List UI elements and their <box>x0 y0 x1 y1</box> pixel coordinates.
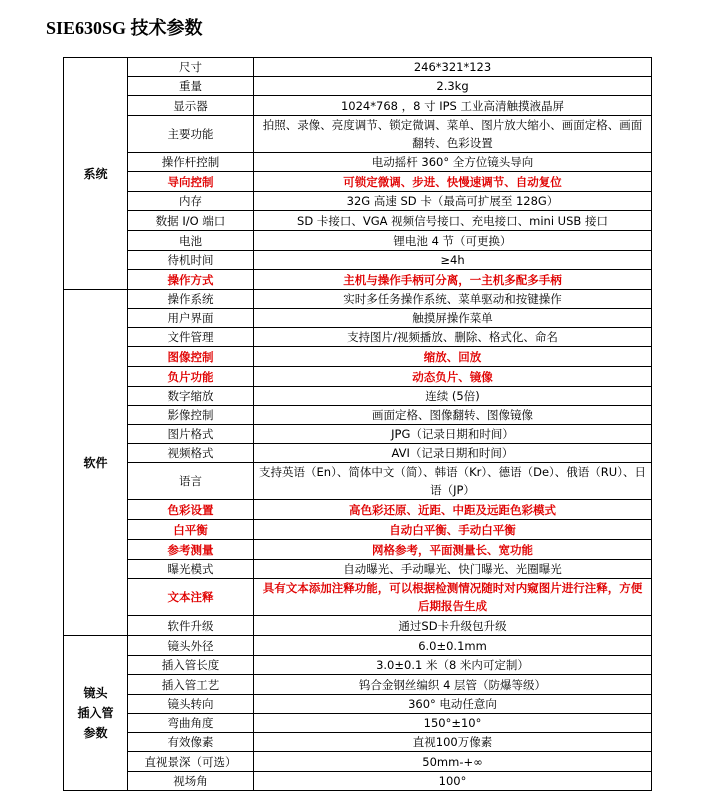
spec-label: 镜头外径 <box>128 636 254 656</box>
spec-label: 操作方式 <box>128 270 254 290</box>
spec-label: 文件管理 <box>128 328 254 347</box>
spec-row <box>64 752 652 772</box>
spec-label: 数据 I/O 端口 <box>128 211 254 231</box>
spec-row <box>64 96 652 116</box>
spec-label: 视场角 <box>128 772 254 791</box>
spec-label: 直视景深（可选） <box>128 752 254 772</box>
spec-row <box>64 231 652 251</box>
spec-row <box>64 116 652 153</box>
spec-label: 视频格式 <box>128 444 254 463</box>
spec-label: 图片格式 <box>128 425 254 444</box>
spec-label: 数字缩放 <box>128 387 254 406</box>
spec-table <box>63 57 652 791</box>
spec-row <box>64 153 652 172</box>
spec-value: AVI（记录日期和时间） <box>254 444 652 463</box>
spec-row <box>64 636 652 656</box>
spec-row <box>64 270 652 290</box>
spec-label: 操作杆控制 <box>128 153 254 172</box>
spec-value: 100° <box>254 772 652 791</box>
spec-value: 直视100万像素 <box>254 733 652 752</box>
spec-row <box>64 251 652 270</box>
spec-label: 白平衡 <box>128 520 254 540</box>
spec-row <box>64 540 652 560</box>
spec-label: 电池 <box>128 231 254 251</box>
spec-label: 负片功能 <box>128 367 254 387</box>
spec-row <box>64 347 652 367</box>
spec-label: 图像控制 <box>128 347 254 367</box>
section-category-system: 系统 <box>64 58 128 290</box>
spec-label: 待机时间 <box>128 251 254 270</box>
spec-row <box>64 714 652 733</box>
section-category-line: 镜头 <box>83 686 108 700</box>
spec-row <box>64 772 652 791</box>
spec-label: 弯曲角度 <box>128 714 254 733</box>
spec-value: 32G 高速 SD 卡（最高可扩展至 128G） <box>254 192 652 211</box>
spec-label: 参考测量 <box>128 540 254 560</box>
spec-row <box>64 500 652 520</box>
spec-value: 1024*768 ，8 寸 IPS 工业高清触摸液晶屏 <box>254 96 652 116</box>
spec-label: 镜头转向 <box>128 695 254 714</box>
spec-value: 具有文本添加注释功能，可以根据检测情况随时对内窥图片进行注释，方便后期报告生成 <box>254 579 652 616</box>
spec-label: 影像控制 <box>128 406 254 425</box>
spec-value: 动态负片、镜像 <box>254 367 652 387</box>
spec-value: 3.0±0.1 米（8 米内可定制） <box>254 656 652 675</box>
spec-label: 软件升级 <box>128 616 254 636</box>
spec-row <box>64 733 652 752</box>
section-category-line: 插入管 <box>77 706 114 720</box>
spec-row <box>64 211 652 231</box>
section-category-software: 软件 <box>64 290 128 636</box>
spec-value: 实时多任务操作系统、菜单驱动和按键操作 <box>254 290 652 309</box>
spec-value: 高色彩还原、近距、中距及远距色彩模式 <box>254 500 652 520</box>
spec-row <box>64 77 652 96</box>
spec-value: 网格参考，平面测量长、宽功能 <box>254 540 652 560</box>
spec-row <box>64 444 652 463</box>
spec-label: 操作系统 <box>128 290 254 309</box>
spec-row <box>64 520 652 540</box>
spec-value: 通过SD卡升级包升级 <box>254 616 652 636</box>
spec-value: 支持图片/视频播放、删除、格式化、命名 <box>254 328 652 347</box>
spec-value: 触摸屏操作菜单 <box>254 309 652 328</box>
spec-row <box>64 58 652 77</box>
spec-label: 语言 <box>128 463 254 500</box>
spec-label: 导向控制 <box>128 172 254 192</box>
spec-value: 连续 (5倍) <box>254 387 652 406</box>
spec-row <box>64 328 652 347</box>
spec-row <box>64 387 652 406</box>
spec-label: 插入管长度 <box>128 656 254 675</box>
spec-value: JPG（记录日期和时间） <box>254 425 652 444</box>
spec-value: 2.3kg <box>254 77 652 96</box>
spec-row <box>64 172 652 192</box>
spec-row <box>64 695 652 714</box>
spec-value: 360° 电动任意向 <box>254 695 652 714</box>
spec-label: 尺寸 <box>128 58 254 77</box>
spec-value: 拍照、录像、亮度调节、锁定微调、菜单、图片放大缩小、画面定格、画面翻转、色彩设置 <box>254 116 652 153</box>
spec-row <box>64 616 652 636</box>
spec-value: 电动摇杆 360° 全方位镜头导向 <box>254 153 652 172</box>
spec-row <box>64 309 652 328</box>
spec-row <box>64 463 652 500</box>
spec-value: 缩放、回放 <box>254 347 652 367</box>
section-category-line: 参数 <box>83 726 108 740</box>
spec-row <box>64 560 652 579</box>
spec-value: 自动曝光、手动曝光、快门曝光、光圈曝光 <box>254 560 652 579</box>
spec-value: 锂电池 4 节（可更换） <box>254 231 652 251</box>
spec-value: SD 卡接口、VGA 视频信号接口、充电接口、mini USB 接口 <box>254 211 652 231</box>
spec-value: 支持英语（En）、简体中文（简）、韩语（Kr）、德语（De）、俄语（RU）、日语（JP） <box>254 463 652 500</box>
section-category-lens <box>64 636 128 791</box>
spec-value: 钨合金钢丝编织 4 层管（防爆等级） <box>254 675 652 695</box>
spec-value: 自动白平衡、手动白平衡 <box>254 520 652 540</box>
spec-label: 重量 <box>128 77 254 96</box>
spec-row <box>64 675 652 695</box>
spec-row <box>64 425 652 444</box>
spec-label: 曝光模式 <box>128 560 254 579</box>
spec-value: 可锁定微调、步进、快慢速调节、自动复位 <box>254 172 652 192</box>
spec-row <box>64 656 652 675</box>
spec-value: 主机与操作手柄可分离，一主机多配多手柄 <box>254 270 652 290</box>
document-title: SIE630SG 技术参数 <box>46 18 203 38</box>
spec-label: 用户界面 <box>128 309 254 328</box>
spec-label: 内存 <box>128 192 254 211</box>
spec-value: 画面定格、图像翻转、图像镜像 <box>254 406 652 425</box>
spec-row <box>64 579 652 616</box>
spec-row <box>64 367 652 387</box>
spec-row <box>64 406 652 425</box>
spec-label: 主要功能 <box>128 116 254 153</box>
spec-value: 6.0±0.1mm <box>254 636 652 656</box>
spec-label: 色彩设置 <box>128 500 254 520</box>
spec-row <box>64 290 652 309</box>
spec-label: 插入管工艺 <box>128 675 254 695</box>
spec-label: 显示器 <box>128 96 254 116</box>
spec-value: 50mm-+∞ <box>254 752 652 772</box>
spec-label: 文本注释 <box>128 579 254 616</box>
spec-label: 有效像素 <box>128 733 254 752</box>
spec-row <box>64 192 652 211</box>
spec-value: ≥4h <box>254 251 652 270</box>
spec-value: 246*321*123 <box>254 58 652 77</box>
spec-value: 150°±10° <box>254 714 652 733</box>
